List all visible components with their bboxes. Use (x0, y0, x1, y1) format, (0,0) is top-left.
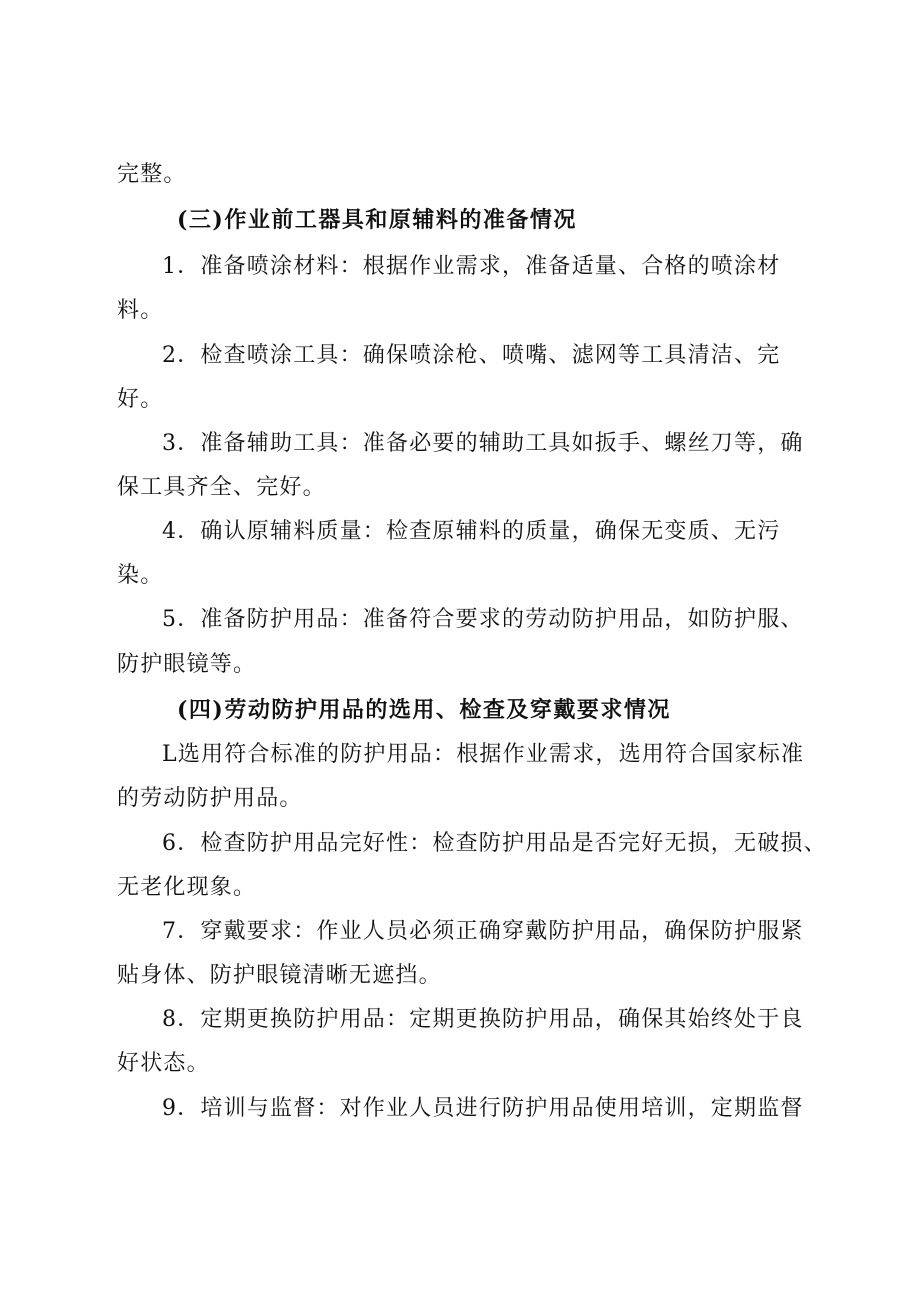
list-item-line: L选用符合标准的防护用品：根据作业需求，选用符合国家标准 (162, 742, 805, 767)
section-heading: (四)劳动防护用品的选用、检查及穿戴要求情况 (177, 697, 671, 723)
list-item-line: 5．准备防护用品：准备符合要求的劳动防护用品，如防护服、 (162, 607, 804, 632)
list-item-line: 3．准备辅助工具：准备必要的辅助工具如扳手、螺丝刀等，确 (162, 431, 804, 456)
paragraph-line: 贴身体、防护眼镜清晰无遮挡。 (117, 963, 442, 988)
paragraph-line: 好。 (117, 387, 164, 412)
paragraph-line: 无老化现象。 (117, 875, 257, 900)
list-item-line: 1．准备喷涂材料：根据作业需求，准备适量、合格的喷涂材 (162, 254, 781, 279)
paragraph-line: 保工具齐全、完好。 (117, 475, 326, 500)
paragraph-line: 染。 (117, 563, 164, 588)
list-item-line: 2．检查喷涂工具：确保喷涂枪、喷嘴、滤网等工具清洁、完 (162, 343, 781, 368)
list-item-line: 7．穿戴要求：作业人员必须正确穿戴防护用品，确保防护服紧 (162, 919, 804, 944)
section-heading: (三)作业前工器具和原辅料的准备情况 (177, 207, 577, 233)
paragraph-line: 完整。 (117, 162, 187, 187)
paragraph-line: 料。 (117, 298, 164, 323)
paragraph-line: 好状态。 (117, 1051, 210, 1076)
list-item-line: 8．定期更换防护用品：定期更换防护用品，确保其始终处于良 (162, 1007, 804, 1032)
list-item-line: 9．培训与监督：对作业人员进行防护用品使用培训，定期监督 (162, 1096, 804, 1121)
list-item-line: 6．检查防护用品完好性：检查防护用品是否完好无损，无破损、 (162, 831, 827, 856)
paragraph-line: 的劳动防护用品。 (117, 786, 303, 811)
paragraph-line: 防护眼镜等。 (117, 652, 257, 677)
list-item-line: 4．确认原辅料质量：检查原辅料的质量，确保无变质、无污 (162, 519, 781, 544)
